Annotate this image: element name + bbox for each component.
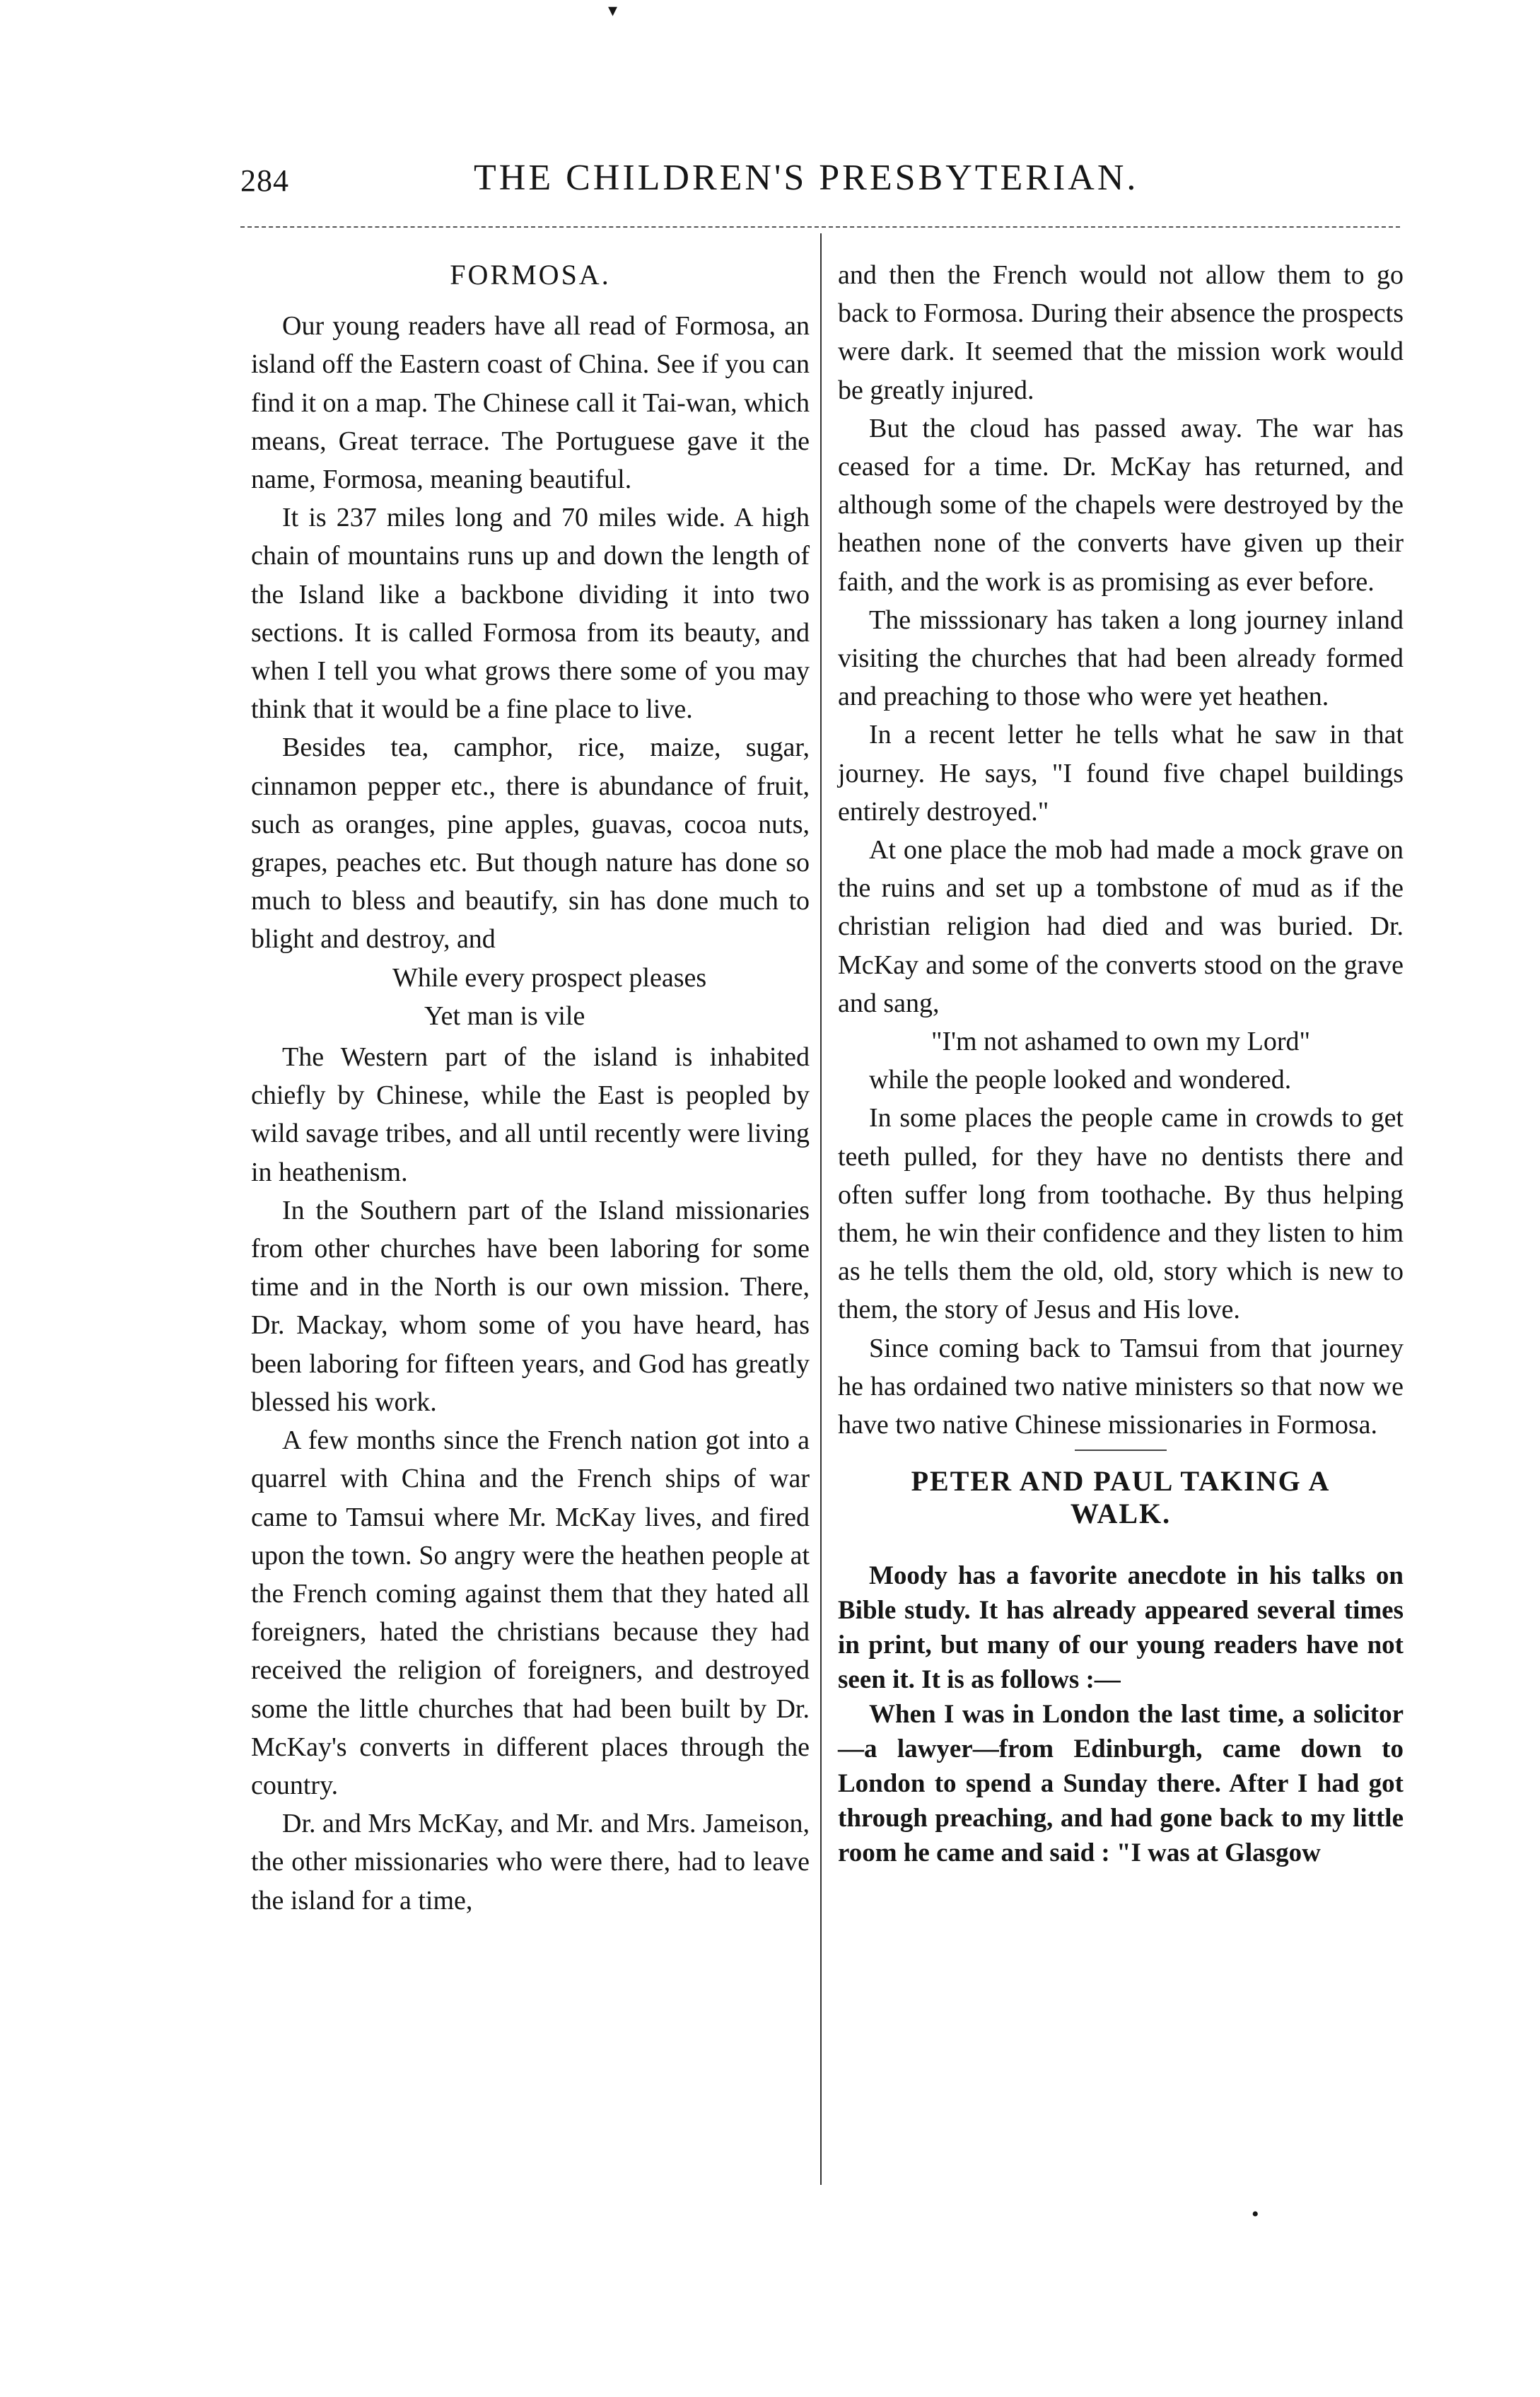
paragraph: Moody has a favorite anecdote in his talks on Bible study. It has already appeared several times in print, but many of our young readers have not seen it. It is as follows :— bbox=[838, 1561, 1404, 1695]
verse bbox=[251, 959, 810, 1035]
running-title: THE CHILDREN'S PRESBYTERIAN. bbox=[474, 158, 1139, 198]
paragraph: The misssionary has taken a long journey inland visiting the churches that had been already formed and preaching to those who were yet heathen. bbox=[838, 605, 1404, 712]
article-title-line: PETER AND PAUL TAKING A bbox=[911, 1465, 1331, 1498]
hymn-quote: "I'm not ashamed to own my Lord" bbox=[931, 1027, 1310, 1057]
paragraph: It is 237 miles long and 70 miles wide. A high chain of mountains runs up and down the length of the Island like a backbone dividing it into two sections. It is called Formosa from its beauty, and when I tell you what grows there some of you may think that it would be a fine place to live. bbox=[251, 503, 810, 725]
paragraph: When I was in London the last time, a solicitor—a lawyer—from Edinburgh, came down to London to spend a Sunday there. After I had got through preaching, and had gone back to my little room he came and said : "I was at Glasgow bbox=[838, 1700, 1404, 1868]
column-divider bbox=[820, 233, 822, 2185]
print-mark: • bbox=[1252, 2203, 1259, 2226]
paragraph: At one place the mob had made a mock grave on the ruins and set up a tombstone of mud as if the christian religion had died and was buried. Dr. McKay and some of the converts stood on the grave and sang, bbox=[838, 835, 1404, 1018]
section-rule bbox=[1075, 1450, 1167, 1451]
paragraph: In some places the people came in crowds to get teeth pulled, for they have no dentists there and often suffer long from toothache. By thus helping them, he win their confidence and they listen to him as he tells them the old, old, story which is new to them, the story of Jesus and His love. bbox=[838, 1103, 1404, 1325]
page-number: 284 bbox=[240, 163, 289, 198]
article-title-formosa: FORMOSA. bbox=[450, 259, 611, 291]
header-rule bbox=[240, 226, 1400, 228]
verse-line: Yet man is vile bbox=[424, 1001, 585, 1031]
paragraph: Since coming back to Tamsui from that journey he has ordained two native ministers so that now we have two native Chinese missionaries in Formosa. bbox=[838, 1333, 1404, 1440]
paragraph: The Western part of the island is inhabited chiefly by Chinese, while the East is peopled by wild savage tribes, and all until recently were living in heathenism. bbox=[251, 1042, 810, 1187]
paragraph: and then the French would not allow them to go back to Formosa. During their absence the prospects were dark. It seemed that the mission work would be greatly injured. bbox=[838, 260, 1404, 405]
paragraph: A few months since the French nation got into a quarrel with China and the French ships of war came to Tamsui where Mr. McKay lives, and fired upon the town. So angry were the heathen people at the French coming against them that they hated all foreigners, hated the christians because they had received the religion of foreigners, and destroyed some the little churches that had been built by Dr. McKay's converts in different places through the country. bbox=[251, 1425, 810, 1800]
paragraph: In a recent letter he tells what he saw in that journey. He says, "I found five chapel buildings entirely destroyed." bbox=[838, 720, 1404, 827]
article-title-line: WALK. bbox=[1070, 1498, 1172, 1530]
paragraph: Dr. and Mrs McKay, and Mr. and Mrs. Jameison, the other missionaries who were there, had to leave the island for a time, bbox=[251, 1809, 810, 1915]
paragraph: Our young readers have all read of Formosa, an island off the Eastern coast of China. See if you can find it on a map. The Chinese call it Tai-wan, which means, Great terrace. The Portuguese gave it the name, Formosa, meaning beautiful. bbox=[251, 311, 810, 495]
paragraph: In the Southern part of the Island missionaries from other churches have been laboring for some time and in the North is our own mission. There, Dr. Mackay, whom some of you have heard, has been laboring for fifteen years, and God has greatly blessed his work. bbox=[251, 1195, 810, 1417]
paragraph: Besides tea, camphor, rice, maize, sugar, cinnamon pepper etc., there is abundance of fruit, such as oranges, pine apples, guavas, cocoa nuts, grapes, peaches etc. But though nature has done so much to bless and beautify, sin has done much to blight and destroy, and bbox=[251, 733, 810, 955]
right-column bbox=[838, 256, 1404, 1870]
paragraph: But the cloud has passed away. The war has ceased for a time. Dr. McKay has returned, and although some of the chapels were destroyed by the heathen none of the converts have given up their faith, and the work is as promising as ever before. bbox=[838, 413, 1404, 597]
print-mark: ▾ bbox=[608, 0, 618, 21]
article-title-peter-paul bbox=[838, 1465, 1404, 1530]
verse-line: While every prospect pleases bbox=[392, 962, 707, 993]
bold-article-body bbox=[838, 1558, 1404, 1870]
paragraph: while the people looked and wondered. bbox=[869, 1065, 1292, 1095]
left-column bbox=[251, 256, 810, 1920]
page-header bbox=[240, 157, 1209, 206]
